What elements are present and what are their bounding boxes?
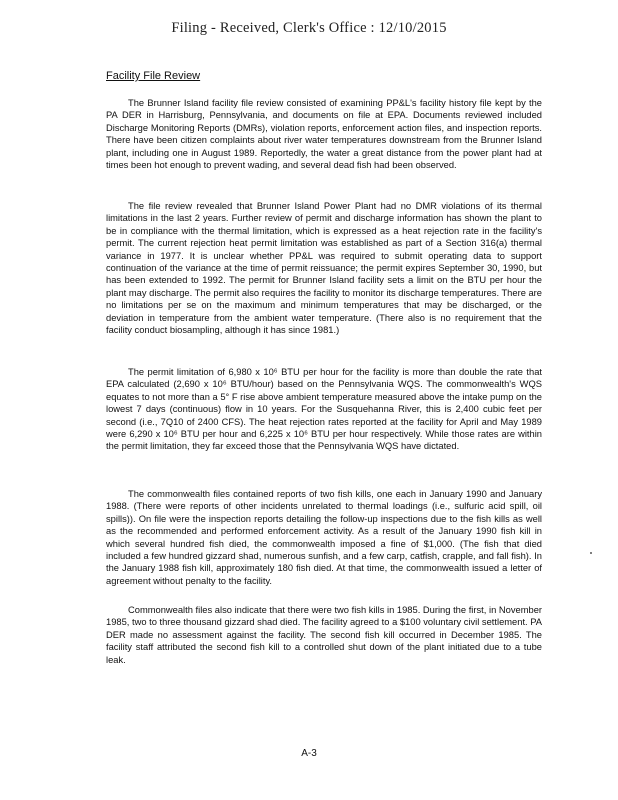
paragraph-permit-limitation: The permit limitation of 6,980 x 10⁶ BTU per hour for the facility is more than double the rate that EPA calculated (2,690 x 10⁶ BTU/hour) based on the Pennsylvania WQS. The commonwealth's WQS equates to not more than a 5° F rise above ambient temperature measured above the intake pump on the lowest 7 days (continuous) flow in 10 years. For the Susquehanna River, this is 2,400 cubic feet per second (i.e., 7Q10 of 2400 CFS). The heat rejection rates reported at the facility for April and May 1989 were 6,290 x 10⁶ BTU per hour and 6,225 x 10⁶ BTU per hour respectively. While those rates are within the permit limitation, they far exceed those that the Pennsylvania WQS have dictated. [106, 367, 542, 452]
paragraph-fish-kills-1985: Commonwealth files also indicate that there were two fish kills in 1985. During the first, in November 1985, two to three thousand gizzard shad died. The facility agreed to a $100 voluntary civil settlement. PA DER made no assessment against the facility. The second fish kill occurred in December 1985. The facility staff attributed the second fish kill to a controlled shut down of the plant initiated due to a tube leak. [106, 605, 542, 665]
paragraph-file-review-scope: The Brunner Island facility file review consisted of examining PP&L's facility history file kept by the PA DER in Harrisburg, Pennsylvania, and documents on file at EPA. Documents reviewed included Discharge Monitoring Reports (DMRs), violation reports, enforcement action files, and inspection reports. There have been citizen complaints about river water temperatures downstream from the Brunner Island plant, including one in August 1989. Reportedly, the water a great distance from the power plant had at times been hot enough to prevent wading, and several dead fish had been observed. [106, 98, 542, 171]
scan-speck [590, 552, 592, 554]
page-number: A-3 [301, 748, 317, 759]
paragraph-fish-kills-1988-1990: The commonwealth files contained reports of two fish kills, one each in January 1990 and January 1988. (There were reports of other incidents unrelated to thermal loadings (i.e., sulfuric acid spill, oil spills)). On file were the inspection reports detailing the follow-up inspections due to the fish kills as well as the recommended and performed enforcement activity. As a result of the January 1990 fish kill in which several hundred fish died, the commonwealth imposed a fine of $1,000. (The fish that died included a few hundred gizzard shad, numerous sunfish, and a few carp, catfish, crapple, and fall fish). In the January 1988 fish kill, approximately 180 fish died. At that time, the commonwealth issued a letter of agreement without penalty to the facility. [106, 489, 542, 586]
filing-stamp: Filing - Received, Clerk's Office : 12/10/2015 [171, 20, 447, 36]
paragraph-thermal-limitations: The file review revealed that Brunner Island Power Plant had no DMR violations of its thermal limitations in the last 2 years. Further review of permit and discharge information has shown the plant to be in compliance with the thermal limitation, which is expressed as a heat rejection rate in the facility's permit. The current rejection heat permit limitation was established as part of a Section 316(a) thermal variance in 1977. It is unclear whether PP&L was required to submit operating data to support continuation of the variance at the time of permit reissuance; the permit expires September 30, 1990, but has been extended to 1992. The permit for Brunner Island facility sets a limit on the BTU per hour the plant may discharge. The permit also requires the facility to monitor its discharge temperatures. There are no limitations per se on the maximum and minimum temperatures that may be discharged, or the deviation in temperature from the ambient water temperature. (There also is no requirement that the facility conduct biosampling, although it has since 1981.) [106, 201, 542, 336]
section-heading: Facility File Review [106, 70, 201, 82]
